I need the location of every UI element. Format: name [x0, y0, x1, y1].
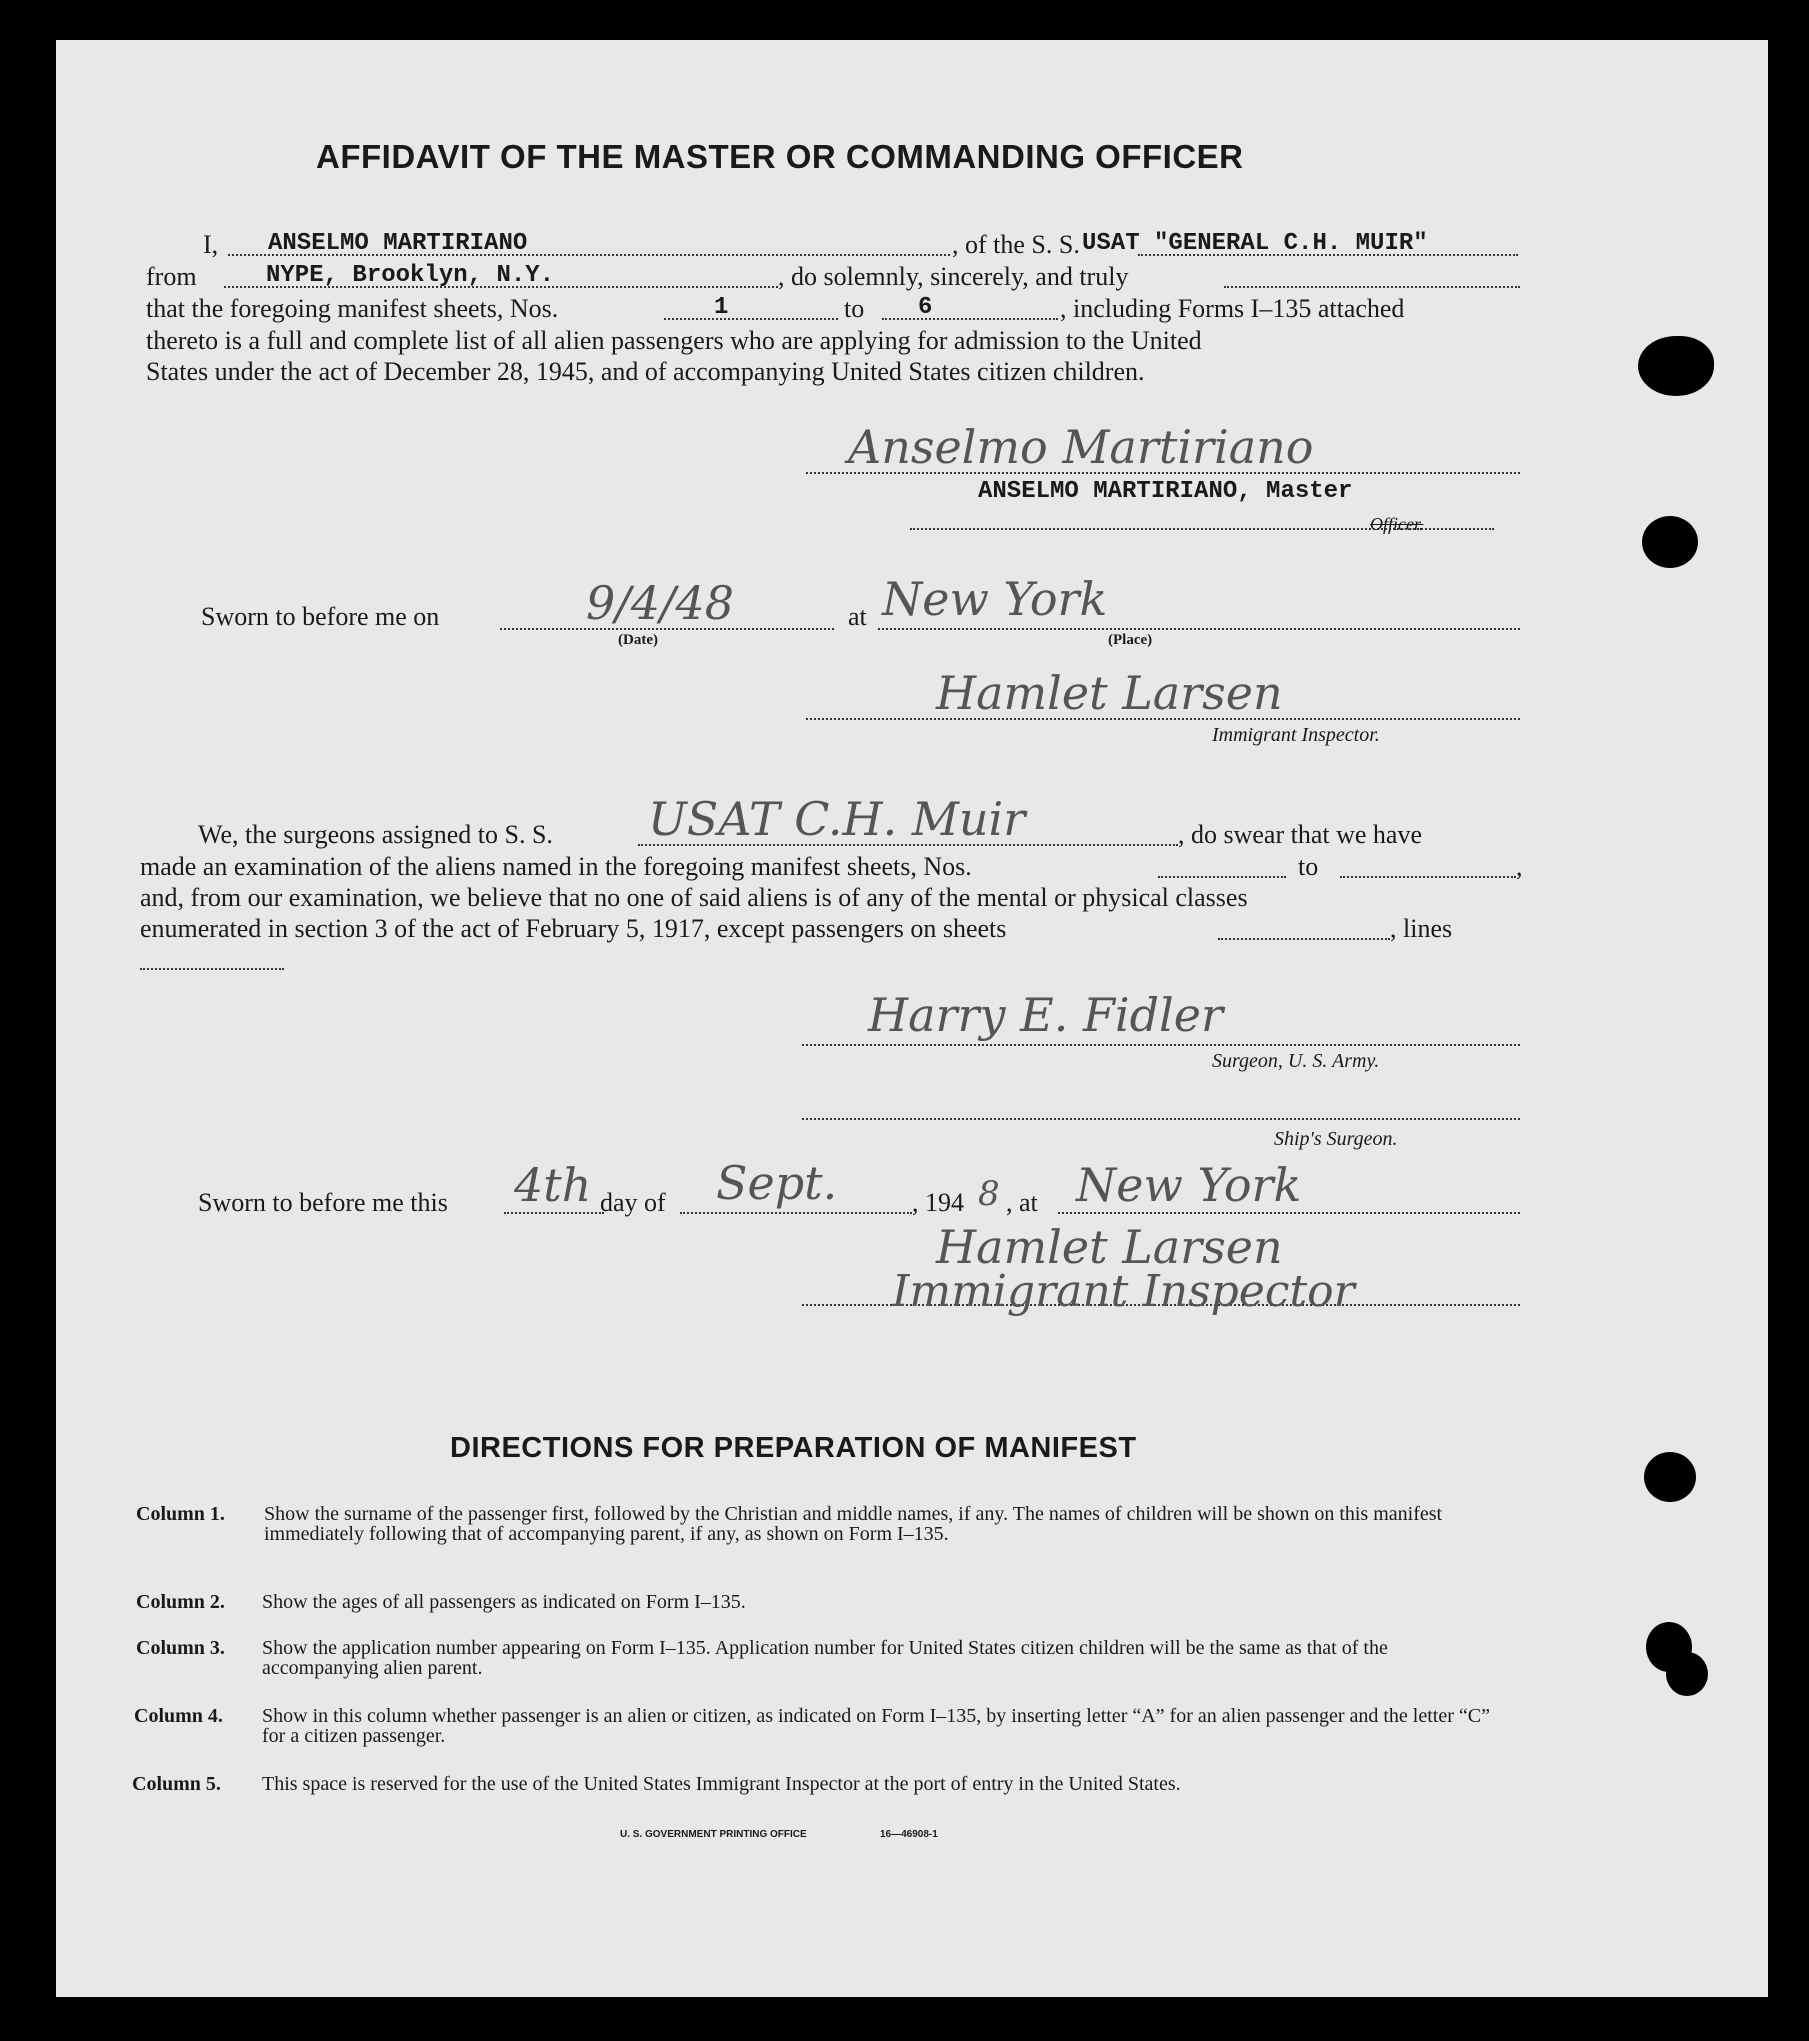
solemnly-text: , do solemnly, sincerely, and truly	[778, 262, 1129, 291]
from-label: from	[146, 262, 197, 291]
swear-text: , do swear that we have	[1178, 820, 1423, 849]
exam-comma: ,	[1516, 852, 1523, 881]
column1-text-content: Show the surname of the passenger first, followed by the Christian and middle names, if any. The names of children will be shown on this manifest immediately following that of accompanying parent, if any, as shown on Form I–135.	[264, 1503, 1443, 1545]
column1-text	[264, 1504, 1504, 1544]
exam-to-label: to	[1298, 852, 1319, 881]
punch-hole-1	[1638, 336, 1714, 396]
master-typed-name: ANSELMO MARTIRIANO, Master	[978, 478, 1353, 505]
of-the-ss-label: , of the S. S.	[952, 230, 1080, 259]
sworn-at-2: , at	[1006, 1188, 1038, 1217]
printer-footer: U. S. GOVERNMENT PRINTING OFFICE	[620, 1829, 807, 1840]
form-code: 16—46908-1	[880, 1829, 938, 1840]
place-caption: (Place)	[1108, 632, 1153, 648]
surgeons-text: We, the surgeons assigned to S. S.	[198, 820, 553, 849]
column3-text: Show the application number appearing on Form I–135. Application number for United States citizen children will be the same as that of the accompanying alien parent.	[262, 1637, 1388, 1679]
sworn-date: 9/4/48	[586, 576, 735, 630]
column1-label: Column 1.	[136, 1503, 225, 1525]
year-prefix: , 194	[912, 1188, 964, 1217]
surgeon-line	[802, 1044, 1520, 1046]
affidavit-title: AFFIDAVIT OF THE MASTER OR COMMANDING OFFICER	[316, 138, 1244, 175]
ship-name: USAT "GENERAL C.H. MUIR"	[1082, 230, 1428, 257]
exam-from-underline	[1158, 876, 1286, 878]
column5-text: This space is reserved for the use of the United States Immigrant Inspector at the port of entry in the United States.	[262, 1773, 1181, 1795]
day-of-label: day of	[600, 1188, 666, 1217]
directions-title: DIRECTIONS FOR PREPARATION OF MANIFEST	[450, 1432, 1137, 1464]
examination-text: made an examination of the aliens named in the foregoing manifest sheets, Nos.	[140, 852, 972, 881]
sheet-from-underline	[664, 318, 838, 320]
sworn-before-text: Sworn to before me on	[201, 602, 440, 631]
sheet-to-underline	[882, 318, 1058, 320]
inspector-signature-1: Hamlet Larsen	[936, 666, 1283, 720]
place-underline	[878, 628, 1520, 630]
column3-label: Column 3.	[136, 1637, 225, 1659]
surgeons-line3: and, from our examination, we believe that no one of said aliens is of any of the mental or physical classes	[140, 883, 1248, 912]
origin-value: NYPE, Brooklyn, N.Y.	[266, 262, 555, 289]
punch-hole-3	[1644, 1452, 1696, 1502]
column2-label: Column 2.	[136, 1591, 225, 1613]
month-underline	[680, 1212, 912, 1214]
surgeon-signature: Harry E. Fidler	[868, 988, 1223, 1042]
master-name: ANSELMO MARTIRIANO	[268, 230, 528, 257]
sheet-to-value: 6	[918, 294, 933, 321]
surgeon-label: Surgeon, U. S. Army.	[1212, 1050, 1380, 1072]
place2-underline	[1058, 1212, 1520, 1214]
inspector-signature-2: Hamlet Larsen	[936, 1220, 1283, 1274]
lines-underline	[140, 968, 284, 970]
sworn-day: 4th	[514, 1158, 592, 1212]
punch-hole-4b	[1666, 1652, 1708, 1696]
affidavit-i: I,	[203, 230, 219, 259]
forms-attached-text: , including Forms I–135 attached	[1060, 294, 1405, 323]
ships-surgeon-label: Ship's Surgeon.	[1274, 1128, 1398, 1150]
truly-underline	[1224, 286, 1520, 288]
sworn-month: Sept.	[716, 1156, 838, 1210]
sheet-to-label: to	[844, 294, 865, 323]
affidavit-line4: thereto is a full and complete list of all alien passengers who are applying for admission to the United	[146, 326, 1202, 355]
column4-text: Show in this column whether passenger is an alien or citizen, as indicated on Form I–135, by inserting letter “A” for an alien passenger and the letter “C” for a citizen passenger.	[262, 1705, 1490, 1747]
master-signature-line	[806, 472, 1520, 474]
officer-label: Officer.	[1370, 514, 1424, 534]
inspector-label-1: Immigrant Inspector.	[1212, 724, 1380, 746]
surgeons-ship: USAT C.H. Muir	[648, 792, 1026, 846]
manifest-sheets-text: that the foregoing manifest sheets, Nos.	[146, 294, 559, 323]
column5-label: Column 5.	[132, 1773, 221, 1795]
column4-label: Column 4.	[134, 1705, 223, 1727]
ships-surgeon-line	[802, 1118, 1520, 1120]
sworn-this-text: Sworn to before me this	[198, 1188, 448, 1217]
column2-text: Show the ages of all passengers as indicated on Form I–135.	[262, 1591, 746, 1613]
inspector-line-1	[806, 718, 1520, 720]
manifest-page	[56, 40, 1768, 1997]
sworn-place: New York	[882, 572, 1108, 626]
lines-label: , lines	[1390, 914, 1453, 943]
sheets-underline	[1218, 938, 1390, 940]
exam-to-underline	[1340, 876, 1516, 878]
surgeons-line4: enumerated in section 3 of the act of February 5, 1917, except passengers on sheets	[140, 914, 1007, 943]
sheet-from-value: 1	[714, 294, 729, 321]
inspector-title-2: Immigrant Inspector	[892, 1266, 1355, 1317]
master-signature: Anselmo Martiriano	[848, 420, 1314, 474]
punch-hole-2	[1642, 516, 1698, 568]
sworn-place-2: New York	[1076, 1158, 1302, 1212]
date-caption: (Date)	[618, 632, 658, 648]
day-underline	[504, 1212, 604, 1214]
affidavit-line5: States under the act of December 28, 1945, and of accompanying United States citizen children.	[146, 357, 1145, 386]
year-suffix: 8	[978, 1174, 1000, 1214]
sworn-at-label: at	[848, 602, 867, 631]
